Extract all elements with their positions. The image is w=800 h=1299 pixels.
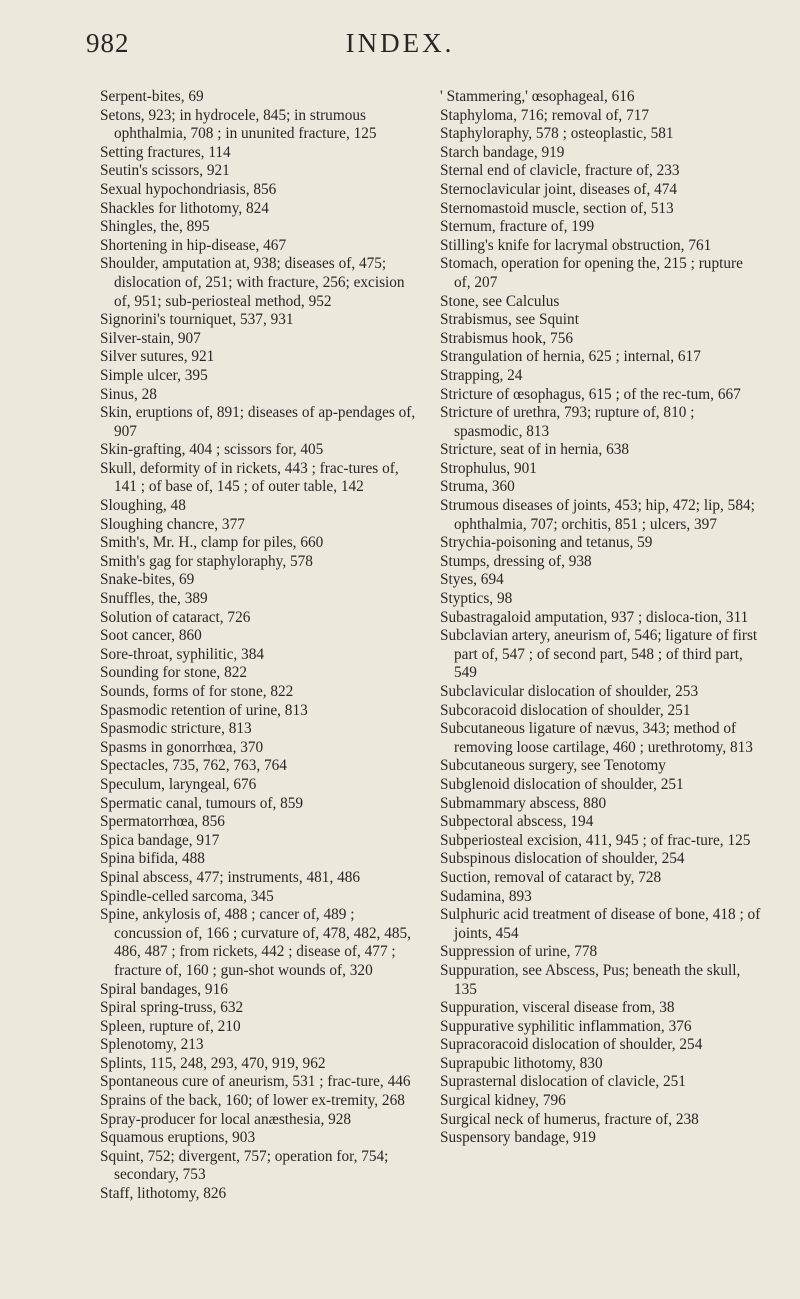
index-entry: Styes, 694 <box>440 571 504 589</box>
index-entry: Seutin's scissors, 921 <box>100 162 230 180</box>
index-entry: Suppuration, see Abscess, Pus; beneath the skull, 135 <box>440 961 741 998</box>
index-entry: Spermatorrhœa, 856 <box>100 813 225 831</box>
index-entry: Soot cancer, 860 <box>100 627 202 645</box>
index-entry: Staphyloma, 716; removal of, 717 <box>440 106 650 124</box>
index-entry: Staphyloraphy, 578 ; osteoplastic, 581 <box>440 125 674 143</box>
index-entry: Sloughing chancre, 377 <box>100 515 245 533</box>
index-entry: Sloughing, 48 <box>100 497 186 515</box>
index-entry: Subpectoral abscess, 194 <box>440 813 594 831</box>
index-entry: Spine, ankylosis of, 488 ; cancer of, 489 ; concussion of, 166 ; curvature of, 478, 482, 485, 486, 487 ; from rickets, 442 ; disease of, 477 ; fracture of, 160 ; gun-shot wounds of, 320 <box>100 906 411 979</box>
index-entry: Sounds, forms of for stone, 822 <box>100 683 294 700</box>
index-entry: Sounding for stone, 822 <box>100 664 248 682</box>
index-entry: Spiral spring-truss, 632 <box>100 999 244 1017</box>
index-entry: Subcutaneous surgery, see Tenotomy <box>440 757 666 775</box>
index-entry: Shackles for lithotomy, 824 <box>100 199 269 217</box>
index-entry: Suspensory bandage, 919 <box>440 1129 596 1147</box>
index-entry: Strapping, 24 <box>440 366 523 384</box>
index-entry: Stilling's knife for lacrymal obstruction, 761 <box>440 236 712 254</box>
index-entry: Spasmodic retention of urine, 813 <box>100 701 308 719</box>
index-entry: Signorini's tourniquet, 537, 931 <box>100 311 294 329</box>
index-entry: Subastragaloid amputation, 937 ; disloca-tion, 311 <box>440 608 749 626</box>
index-entry: Submammary abscess, 880 <box>440 794 607 812</box>
index-entry: Styptics, 98 <box>440 590 513 608</box>
index-entry: Squamous eruptions, 903 <box>100 1129 256 1147</box>
index-entry: Skin, eruptions of, 891; diseases of ap-pendages of, 907 <box>100 404 416 440</box>
index-entry: Suprasternal dislocation of clavicle, 251 <box>440 1073 686 1091</box>
index-entry: Suppurative syphilitic inflammation, 376 <box>440 1017 692 1035</box>
index-entry: Spica bandage, 917 <box>100 831 220 849</box>
index-entry: Silver sutures, 921 <box>100 348 215 366</box>
index-entry: Starch bandage, 919 <box>440 143 565 161</box>
index-entry: Spiral bandages, 916 <box>100 980 228 998</box>
index-entry: Strumous diseases of joints, 453; hip, 472; lip, 584; ophthalmia, 707; orchitis, 851 ; ulcers, 397 <box>440 497 755 533</box>
index-entry: Spectacles, 735, 762, 763, 764 <box>100 757 287 775</box>
index-entry: Sinus, 28 <box>100 385 157 403</box>
page-title: INDEX. <box>345 28 455 58</box>
index-entry: Sudamina, 893 <box>440 887 532 905</box>
index-entry: Serpent-bites, 69 <box>100 88 204 105</box>
index-entry: Silver-stain, 907 <box>100 329 201 347</box>
index-entry: Surgical kidney, 796 <box>440 1092 566 1110</box>
index-entry: Sore-throat, syphilitic, 384 <box>100 645 264 663</box>
index-entry: Sternoclavicular joint, diseases of, 474 <box>440 180 678 198</box>
index-entry: Setons, 923; in hydrocele, 845; in strumous ophthalmia, 708 ; in ununited fracture, 125 <box>100 106 377 143</box>
index-entry: Spray-producer for local anæsthesia, 928 <box>100 1110 352 1128</box>
index-entry: Sulphuric acid treatment of disease of bone, 418 ; of joints, 454 <box>440 906 761 942</box>
index-entry: Snuffles, the, 389 <box>100 590 208 608</box>
index-entry: Spindle-celled sarcoma, 345 <box>100 887 274 905</box>
index-entry: Shingles, the, 895 <box>100 218 210 236</box>
index-entry: Strabismus hook, 756 <box>440 329 574 347</box>
index-entry: Sternomastoid muscle, section of, 513 <box>440 199 674 217</box>
index-entry: Strophulus, 901 <box>440 459 537 477</box>
index-entry: Strabismus, see Squint <box>440 311 579 329</box>
index-entry: Subperiosteal excision, 411, 945 ; of frac-ture, 125 <box>440 831 751 849</box>
index-entry: Staff, lithotomy, 826 <box>100 1185 227 1203</box>
index-entry: Splints, 115, 248, 293, 470, 919, 962 <box>100 1054 326 1072</box>
index-entry: Suction, removal of cataract by, 728 <box>440 868 662 886</box>
index-entry: Stricture of urethra, 793; rupture of, 810 ; spasmodic, 813 <box>440 404 695 440</box>
index-entry: Subglenoid dislocation of shoulder, 251 <box>440 775 684 793</box>
page-number: 982 <box>86 28 130 58</box>
index-entry: Spontaneous cure of aneurism, 531 ; frac-ture, 446 <box>100 1073 411 1091</box>
index-entry: Subcoracoid dislocation of shoulder, 251 <box>440 701 691 719</box>
index-entry: Surgical neck of humerus, fracture of, 238 <box>440 1110 699 1128</box>
index-entry: ' Stammering,' œsophageal, 616 <box>440 88 635 105</box>
index-entry: Spasmodic stricture, 813 <box>100 720 252 738</box>
index-entry: Spleen, rupture of, 210 <box>100 1017 241 1035</box>
index-entry: Spasms in gonorrhœa, 370 <box>100 738 264 756</box>
index-entry: Stricture of œsophagus, 615 ; of the rec-tum, 667 <box>440 385 741 403</box>
index-entry: Subclavian artery, aneurism of, 546; ligature of first part of, 547 ; of second part, 548 ; of third part, 549 <box>440 627 758 682</box>
index-entry: Smith's gag for staphyloraphy, 578 <box>100 552 313 570</box>
right-column <box>440 88 762 1148</box>
index-entry: Sternal end of clavicle, fracture of, 233 <box>440 162 680 180</box>
index-entry: Shoulder, amputation at, 938; diseases of, 475; dislocation of, 251; with fracture, 256; excision of, 951; sub-periosteal method, 952 <box>100 255 405 310</box>
left-column <box>100 88 422 1204</box>
index-entry: Simple ulcer, 395 <box>100 366 208 384</box>
index-entry: Stricture, seat of in hernia, 638 <box>440 441 630 459</box>
index-entry: Solution of cataract, 726 <box>100 608 251 626</box>
page-header <box>0 20 800 60</box>
index-entry: Subclavicular dislocation of shoulder, 253 <box>440 683 699 700</box>
index-entry: Suppuration, visceral disease from, 38 <box>440 999 675 1017</box>
index-entry: Speculum, laryngeal, 676 <box>100 775 257 793</box>
index-entry: Skull, deformity of in rickets, 443 ; frac-tures of, 141 ; of base of, 145 ; of outer table, 142 <box>100 459 399 496</box>
index-entry: Strychia-poisoning and tetanus, 59 <box>440 534 653 552</box>
index-entry: Supracoracoid dislocation of shoulder, 254 <box>440 1036 703 1054</box>
index-entry: Sexual hypochondriasis, 856 <box>100 180 277 198</box>
index-entry: Struma, 360 <box>440 478 515 496</box>
index-entry: Squint, 752; divergent, 757; operation for, 754; secondary, 753 <box>100 1147 389 1184</box>
index-entry: Sternum, fracture of, 199 <box>440 218 595 236</box>
index-entry: Spermatic canal, tumours of, 859 <box>100 794 304 812</box>
index-entry: Suprapubic lithotomy, 830 <box>440 1054 603 1072</box>
index-entry: Suppression of urine, 778 <box>440 943 598 961</box>
index-entry: Stomach, operation for opening the, 215 ; rupture of, 207 <box>440 255 743 291</box>
index-entry: Setting fractures, 114 <box>100 143 231 161</box>
index-entry: Shortening in hip-disease, 467 <box>100 236 287 254</box>
index-entry: Subcutaneous ligature of nævus, 343; method of removing loose cartilage, 460 ; urethrotomy, 813 <box>440 720 753 756</box>
index-entry: Stumps, dressing of, 938 <box>440 552 592 570</box>
index-entry: Splenotomy, 213 <box>100 1036 204 1054</box>
index-entry: Spinal abscess, 477; instruments, 481, 486 <box>100 868 361 886</box>
index-entry: Snake-bites, 69 <box>100 571 195 589</box>
index-entry: Spina bifida, 488 <box>100 850 205 868</box>
index-entry: Smith's, Mr. H., clamp for piles, 660 <box>100 534 324 552</box>
index-entry: Stone, see Calculus <box>440 292 560 310</box>
index-entry: Subspinous dislocation of shoulder, 254 <box>440 850 685 868</box>
index-entry: Skin-grafting, 404 ; scissors for, 405 <box>100 441 324 459</box>
index-entry: Sprains of the back, 160; of lower ex-tremity, 268 <box>100 1092 405 1110</box>
index-entry: Strangulation of hernia, 625 ; internal, 617 <box>440 348 701 366</box>
